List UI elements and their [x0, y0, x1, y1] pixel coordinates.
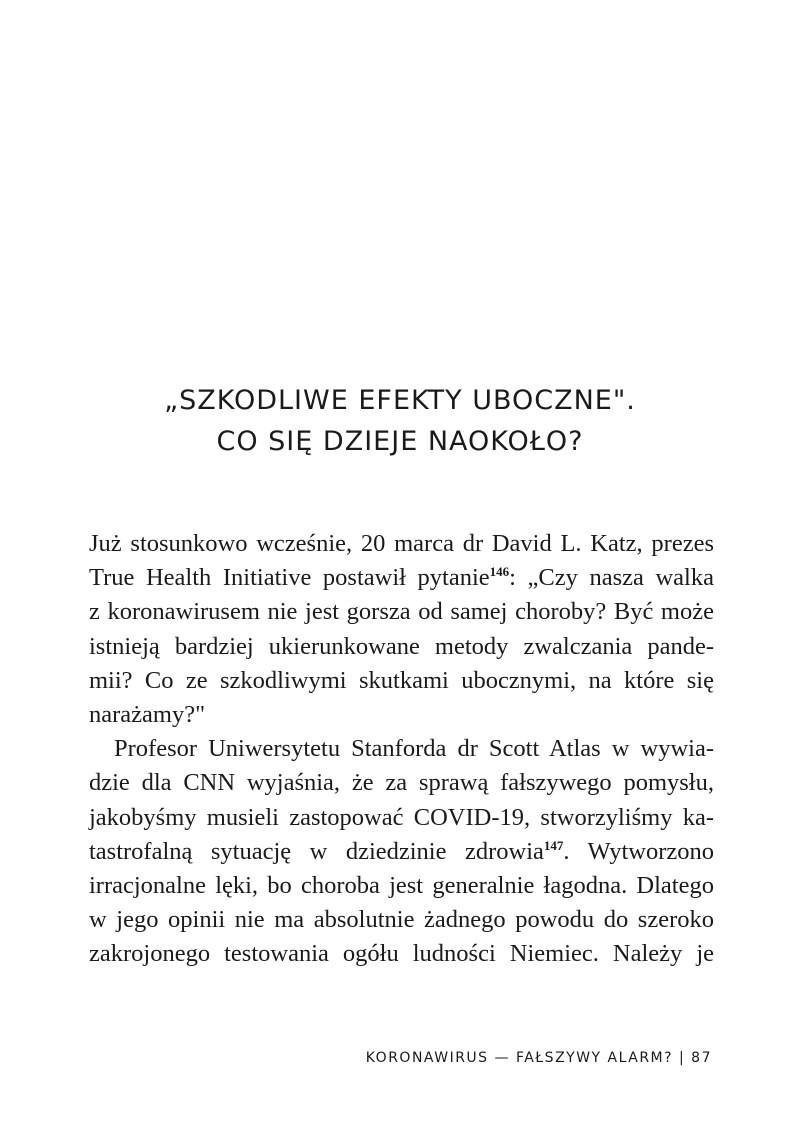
- paragraph-2: [89, 732, 714, 971]
- text-line: Profesor Uniwersytetu Stanforda dr Scott Atlas w wywia-: [114, 735, 714, 763]
- text-line: jakobyśmy musieli zastopować COVID-19, stworzyliśmy ka-: [89, 803, 714, 831]
- chapter-heading-line-1: „SZKODLIWE EFEKTY UBOCZNE".: [164, 385, 636, 416]
- text-line: mii? Co ze szkodliwymi skutkami ubocznymi, na które się: [89, 666, 714, 694]
- text-line: w jego opinii nie ma absolutnie żadnego powodu do szeroko: [89, 906, 714, 934]
- chapter-heading: [0, 380, 800, 462]
- paragraph-1: [89, 527, 714, 732]
- text-line: dzie dla CNN wyjaśnia, że za sprawą fałszywego pomysłu,: [89, 769, 714, 797]
- text-fragment: tastrofalną sytuację w dziedzinie zdrowia: [89, 837, 544, 865]
- running-footer: KORONAWIRUS — FAŁSZYWY ALARM? | 87: [365, 1050, 712, 1066]
- text-line: Już stosunkowo wcześnie, 20 marca dr David L. Katz, prezes: [89, 530, 714, 557]
- text-line: narażamy?": [89, 700, 206, 728]
- text-fragment: . Wytworzono: [563, 837, 714, 865]
- text-line: zakrojonego testowania ogółu ludności Niemiec. Należy je: [89, 940, 714, 968]
- text-line: istnieją bardziej ukierunkowane metody zwalczania pande-: [89, 632, 714, 660]
- body-text: [89, 527, 714, 971]
- footnote-ref-147: 147: [543, 837, 564, 853]
- text-line: irracjonalne lęki, bo choroba jest generalnie łagodna. Dlatego: [89, 871, 714, 899]
- text-line: [89, 561, 714, 595]
- text-fragment: : „Czy nasza walka: [509, 564, 714, 592]
- chapter-heading-line-2: CO SIĘ DZIEJE NAOKOŁO?: [216, 426, 584, 457]
- footnote-ref-146: 146: [489, 564, 510, 580]
- text-line: z koronawirusem nie jest gorsza od samej choroby? Być może: [89, 598, 714, 626]
- text-fragment: True Health Initiative postawił pytanie: [89, 564, 490, 592]
- text-line: [89, 835, 714, 869]
